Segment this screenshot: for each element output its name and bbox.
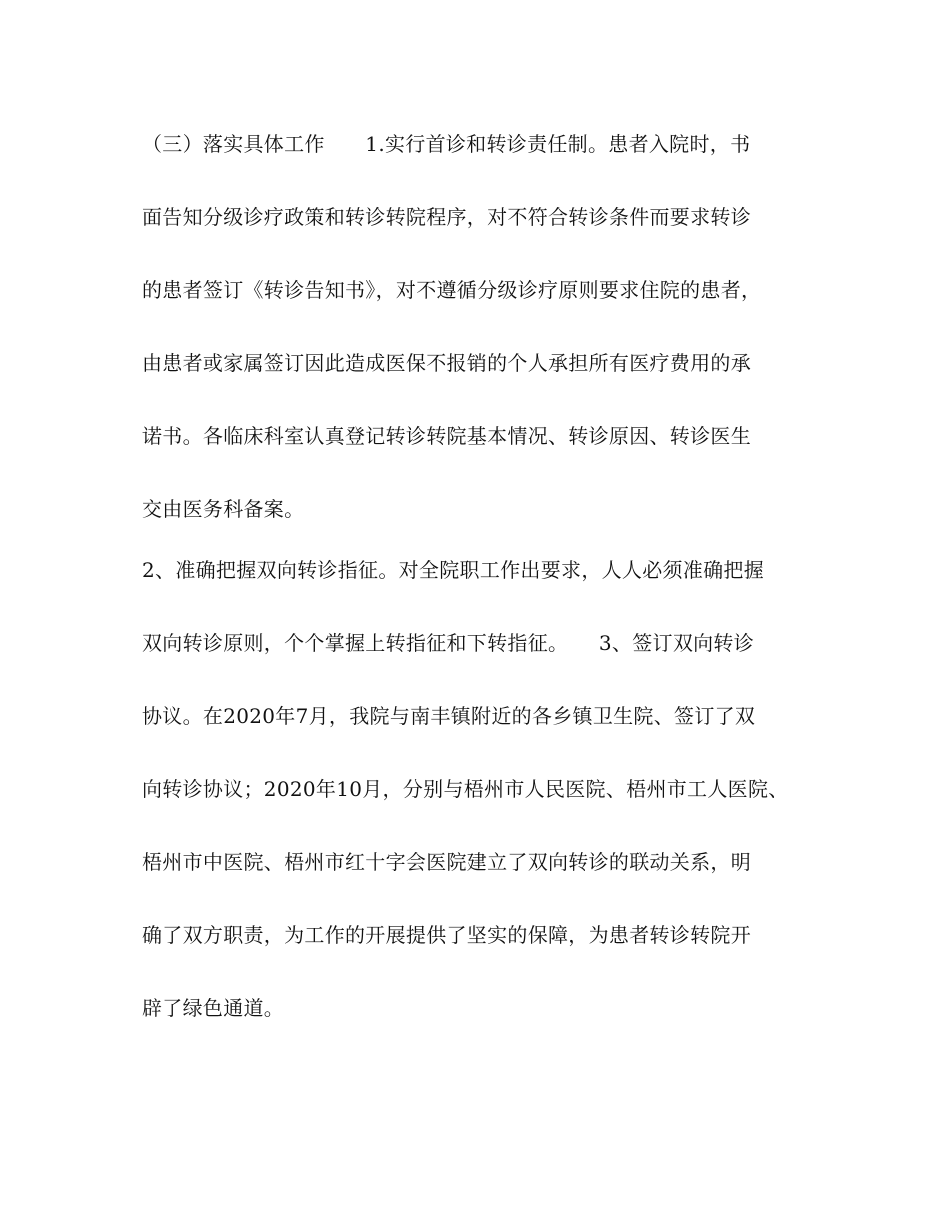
paragraph-line: 由患者或家属签订因此造成医保不报销的个人承担所有医疗费用的承 bbox=[142, 351, 751, 375]
paragraph-line: 梧州市中医院、梧州市红十字会医院建立了双向转诊的联动关系，明 bbox=[142, 850, 751, 874]
paragraph-line: 确了双方职责，为工作的开展提供了坚实的保障，为患者转诊转院开 bbox=[142, 923, 751, 947]
paragraph-line: 面告知分级诊疗政策和转诊转院程序，对不符合转诊条件而要求转诊 bbox=[142, 205, 751, 229]
paragraph-line: 双向转诊原则，个个掌握上转指征和下转指征。 3、签订双向转诊 bbox=[142, 631, 755, 655]
paragraph-line: 向转诊协议；2020年10月，分别与梧州市人民医院、梧州市工人医院、 bbox=[142, 777, 789, 801]
paragraph-line: 的患者签订《转诊告知书》，对不遵循分级诊疗原则要求住院的患者， bbox=[142, 278, 762, 302]
paragraph-line: 交由医务科备案。 bbox=[142, 497, 305, 521]
paragraph-line: 2、准确把握双向转诊指征。对全院职工作出要求，人人必须准确把握 bbox=[142, 558, 765, 582]
paragraph-line: 协议。在2020年7月，我院与南丰镇附近的各乡镇卫生院、签订了双 bbox=[142, 704, 756, 728]
paragraph-line: 诺书。各临床科室认真登记转诊转院基本情况、转诊原因、转诊医生 bbox=[142, 424, 751, 448]
paragraph-line: （三）落实具体工作 1.实行首诊和转诊责任制。患者入院时，书 bbox=[142, 132, 751, 156]
paragraph-line: 辟了绿色通道。 bbox=[142, 996, 285, 1020]
